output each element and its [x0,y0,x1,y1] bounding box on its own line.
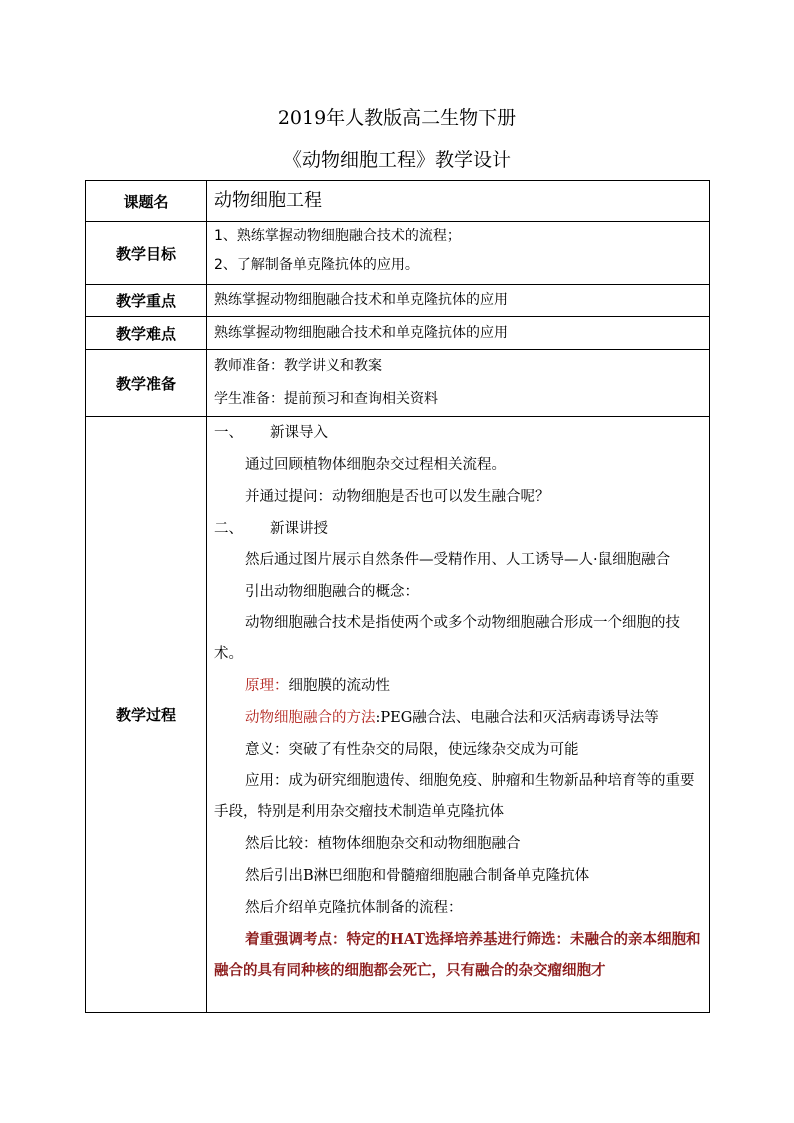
lesson-plan-table [85,180,710,1013]
row-topic [86,181,710,222]
topic-value: 动物细胞工程 [214,190,322,211]
method-label: 动物细胞融合的方法 [245,710,376,726]
paragraph: 然后比较：植物体细胞杂交和动物细胞融合 [245,836,521,852]
principle-line [214,670,703,702]
key-points-label: 教学重点 [86,285,207,317]
row-key-points [86,285,710,317]
paragraph: 动物细胞融合技术是指使两个或多个动物细胞融合形成一个细胞的技术。 [214,615,680,662]
document-title: 2019年人教版高二生物下册 [277,107,517,129]
paragraph: 然后介绍单克隆抗体制备的流程： [245,900,463,916]
paragraph: 然后通过图片展示自然条件—受精作用、人工诱导—人·鼠细胞融合 [245,552,671,568]
paragraph: 并通过提问：动物细胞是否也可以发生融合呢？ [245,489,550,505]
principle-value: 细胞膜的流动性 [288,678,390,694]
paragraph: 应用：成为研究细胞遗传、细胞免疫、肿瘤和生物新品种培育等的重要手段，特别是利用杂交瘤技术制造单克隆抗体 [214,773,695,820]
row-process [86,417,710,1013]
preparation-label: 教学准备 [86,350,207,417]
row-difficulties [86,317,710,350]
emphasis-paragraph [214,924,703,986]
paragraph: 然后引出B淋巴细胞和骨髓瘤细胞融合制备单克隆抗体 [245,868,590,884]
principle-label: 原理： [245,678,289,694]
method-line [214,702,703,734]
paragraph: 通过回顾植物体细胞杂交过程相关流程。 [245,457,506,473]
difficulties-value: 熟练掌握动物细胞融合技术和单克隆抗体的应用 [214,325,508,341]
teacher-preparation: 教师准备：教学讲义和教案 [214,358,382,374]
goal-item-2: 2、了解制备单克隆抗体的应用。 [214,257,419,273]
section-1-heading: 一、 新课导入 [214,425,328,441]
student-preparation: 学生准备：提前预习和查询相关资料 [214,391,438,407]
difficulties-label: 教学难点 [86,317,207,350]
goals-label: 教学目标 [86,222,207,285]
topic-label: 课题名 [86,181,207,222]
goal-item-1: 1、熟练掌握动物细胞融合技术的流程； [214,228,461,244]
key-points-value: 熟练掌握动物细胞融合技术和单克隆抗体的应用 [214,292,508,308]
row-preparation [86,350,710,417]
paragraph: 意义：突破了有性杂交的局限，使远缘杂交成为可能 [245,742,579,758]
section-2-heading: 二、 新课讲授 [214,521,328,537]
process-label: 教学过程 [86,417,207,1013]
emphasis-value: 特定的HAT选择培养基进行筛选：未融合的亲本细胞和融合的具有同种核的细胞都会死亡，只有融合的杂交瘤细胞才 [214,931,701,979]
paragraph: 引出动物细胞融合的概念： [245,584,419,600]
method-value: :PEG融合法、电融合法和灭活病毒诱导法等 [375,710,659,726]
emphasis-label: 着重强调考点： [245,931,347,948]
document-subtitle: 《动物细胞工程》教学设计 [282,149,511,171]
row-goals [86,222,710,285]
